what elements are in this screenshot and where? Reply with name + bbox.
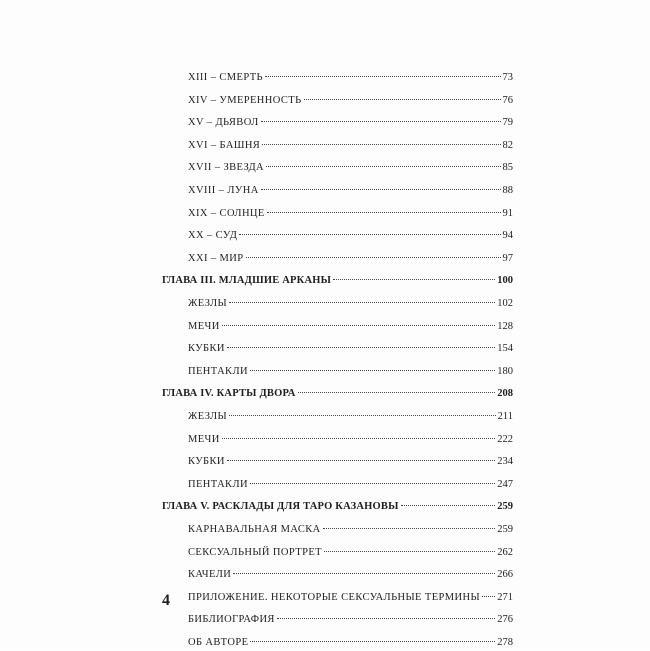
toc-entry-row xyxy=(188,364,513,380)
toc-entry-row xyxy=(188,251,513,267)
page-number: 4 xyxy=(162,592,170,609)
toc-entry-title: БИБЛИОГРАФИЯ xyxy=(188,614,275,626)
toc-entry-page: 82 xyxy=(502,139,513,151)
toc-entry-page: 278 xyxy=(497,637,513,648)
toc-entry-title: КУБКИ xyxy=(188,343,225,355)
toc-entry-page: 88 xyxy=(502,185,513,196)
toc-entry-row xyxy=(188,93,513,109)
toc-entry-page: 222 xyxy=(497,433,513,445)
toc-entry-page: 102 xyxy=(497,298,513,309)
toc-dot-leader xyxy=(229,415,496,416)
toc-entry-page: 94 xyxy=(502,230,513,242)
toc-entry-row xyxy=(188,138,513,154)
toc-dot-leader xyxy=(239,234,500,235)
toc-entry-title: XIV – УМЕРЕННОСТЬ xyxy=(188,94,302,106)
toc-chapter-row xyxy=(162,499,513,515)
toc-entry-title: ОБ АВТОРЕ xyxy=(188,637,249,648)
toc-dot-leader xyxy=(277,618,495,619)
toc-entry-page: 73 xyxy=(502,72,513,83)
toc-entry-title: XVI – БАШНЯ xyxy=(188,139,261,151)
toc-entry-page: 91 xyxy=(502,207,513,219)
toc-entry-title: XIX – СОЛНЦЕ xyxy=(188,207,265,219)
toc-dot-leader xyxy=(261,121,501,122)
toc-entry-title: XVIII – ЛУНА xyxy=(188,185,259,196)
toc-entry-row xyxy=(188,545,513,561)
toc-dot-leader xyxy=(227,347,495,348)
toc-entry-title: ПЕНТАКЛИ xyxy=(188,478,248,490)
toc-entry-row xyxy=(188,432,513,448)
toc-entry-row xyxy=(188,409,513,425)
toc-entry-row xyxy=(188,522,513,538)
toc-entry-row xyxy=(188,590,513,606)
toc-dot-leader xyxy=(246,257,501,258)
toc-entry-title: МЕЧИ xyxy=(188,320,220,332)
toc-dot-leader xyxy=(324,551,495,552)
toc-entry-title: XXI – МИР xyxy=(188,252,244,264)
toc-chapter-row xyxy=(162,386,513,402)
toc-dot-leader xyxy=(250,483,495,484)
toc-dot-leader xyxy=(266,166,500,167)
toc-entry-page: 266 xyxy=(497,569,513,581)
toc-entry-row xyxy=(188,341,513,357)
toc-entry-title: XX – СУД xyxy=(188,230,238,242)
toc-dot-leader xyxy=(262,144,500,145)
toc-entry-page: 271 xyxy=(497,591,513,603)
toc-dot-leader xyxy=(298,392,496,393)
toc-entry-title: XIII – СМЕРТЬ xyxy=(188,72,263,83)
toc-dot-leader xyxy=(227,460,495,461)
toc-entry-row xyxy=(188,115,513,131)
toc-entry-page: 79 xyxy=(502,117,513,129)
toc-entry-page: 262 xyxy=(497,546,513,558)
toc-dot-leader xyxy=(250,370,495,371)
toc-entry-title: СЕКСУАЛЬНЫЙ ПОРТРЕТ xyxy=(188,546,322,558)
toc-entry-title: КАРНАВАЛЬНАЯ МАСКА xyxy=(188,524,321,535)
toc-entry-row xyxy=(188,160,513,176)
toc-entry-page: 247 xyxy=(497,478,513,490)
toc-entry-title: МЕЧИ xyxy=(188,433,220,445)
toc-entry-page: 97 xyxy=(502,252,513,264)
toc-entry-title: КАЧЕЛИ xyxy=(188,569,232,581)
toc-entry-row xyxy=(188,635,513,651)
toc-entry-row xyxy=(188,319,513,335)
toc-entry-page: 259 xyxy=(497,524,513,535)
toc-dot-leader xyxy=(222,325,495,326)
toc-entry-page: 276 xyxy=(497,614,513,626)
toc-entry-title: ЖЕЗЛЫ xyxy=(188,411,228,422)
toc-dot-leader xyxy=(267,212,501,213)
toc-entry-page: 85 xyxy=(502,162,513,174)
toc-entry-page: 211 xyxy=(497,411,513,422)
toc-dot-leader xyxy=(222,438,495,439)
toc-entry-title: ГЛАВА IV. КАРТЫ ДВОРА xyxy=(162,388,296,400)
toc-dot-leader xyxy=(304,99,501,100)
toc-entry-row xyxy=(188,454,513,470)
toc-entry-row xyxy=(188,567,513,583)
toc-entry-title: XV – ДЬЯВОЛ xyxy=(188,117,259,129)
toc-entry-title: КУБКИ xyxy=(188,456,225,468)
toc-dot-leader xyxy=(250,641,495,642)
toc-entry-page: 128 xyxy=(497,320,513,332)
toc-entry-row xyxy=(188,477,513,493)
toc-entry-row xyxy=(188,183,513,199)
toc-entry-title: XVII – ЗВЕЗДА xyxy=(188,162,265,174)
toc-dot-leader xyxy=(261,189,501,190)
toc-entry-row xyxy=(188,70,513,86)
toc-entry-page: 259 xyxy=(497,501,513,513)
toc-chapter-row xyxy=(162,273,513,289)
toc-entry-page: 180 xyxy=(497,365,513,377)
toc-dot-leader xyxy=(265,76,501,77)
toc-entry-title: ПРИЛОЖЕНИЕ. НЕКОТОРЫЕ СЕКСУАЛЬНЫЕ ТЕРМИНЫ xyxy=(188,591,481,603)
toc-dot-leader xyxy=(482,596,495,597)
toc-entry-page: 100 xyxy=(497,275,513,287)
toc-entry-page: 234 xyxy=(497,456,513,468)
toc-dot-leader xyxy=(333,279,495,280)
toc-entry-page: 154 xyxy=(497,343,513,355)
toc-entry-row xyxy=(188,206,513,222)
toc-dot-leader xyxy=(229,302,495,303)
toc-entry-page: 76 xyxy=(502,94,513,106)
toc-entry-row xyxy=(188,296,513,312)
toc-dot-leader xyxy=(233,573,495,574)
toc-entry-row xyxy=(188,612,513,628)
toc-entry-title: ПЕНТАКЛИ xyxy=(188,365,248,377)
toc-dot-leader xyxy=(401,505,496,506)
toc-entry-title: ГЛАВА V. РАСКЛАДЫ ДЛЯ ТАРО КАЗАНОВЫ xyxy=(162,501,399,513)
toc-entry-title: ГЛАВА III. МЛАДШИЕ АРКАНЫ xyxy=(162,275,332,287)
toc-entry-title: ЖЕЗЛЫ xyxy=(188,298,228,309)
toc-dot-leader xyxy=(323,528,496,529)
toc-entry-page: 208 xyxy=(497,388,513,400)
toc-entry-row xyxy=(188,228,513,244)
